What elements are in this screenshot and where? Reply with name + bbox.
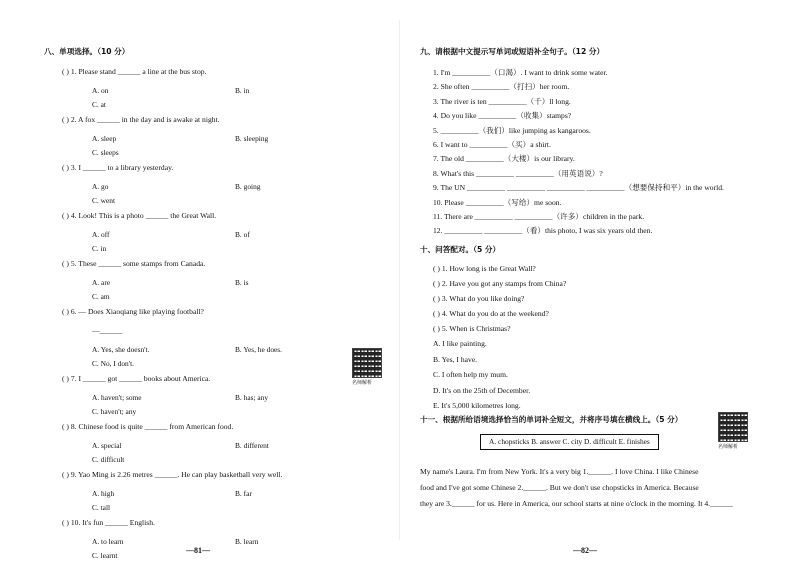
option-c: C. haven't; any: [92, 407, 137, 416]
question-stem: ( ) 6. — Does Xiaoqiang like playing football?: [62, 307, 204, 316]
question-stem: ( ) 1. Please stand ______ a line at the bus stop.: [62, 67, 207, 76]
page-number: —82—: [573, 546, 597, 555]
option-a: A. on: [92, 86, 109, 95]
option-b: B. far: [235, 489, 252, 498]
page-number: —81—: [186, 546, 210, 555]
match-answer: D. It's on the 25th of December.: [433, 385, 531, 395]
fill-in-item: 12. __________ __________（看）this photo, I was six years old then.: [433, 226, 653, 236]
option-c: C. at: [92, 100, 106, 109]
option-a: A. to learn: [92, 537, 124, 546]
option-b: B. is: [235, 278, 249, 287]
fill-in-item: 1. I'm __________（口渴）. I want to drink some water.: [433, 68, 608, 77]
qr-code-icon: [718, 412, 748, 442]
option-c: C. learnt: [92, 551, 118, 560]
section-11-heading: 十一、根据所给语境选择恰当的单词补全短文，并将序号填在横线上。（5 分）: [420, 415, 683, 424]
option-b: B. learn: [235, 537, 259, 546]
option-b: B. in: [235, 86, 250, 95]
fill-in-item: 2. She often __________（打扫）her room.: [433, 82, 570, 92]
question-stem: ( ) 10. It's fun ______ English.: [62, 518, 155, 527]
fill-in-item: 9. The UN __________ __________ __________ __________（想要保持和平）in the world.: [433, 183, 724, 193]
match-question: ( ) 2. Have you got any stamps from China?: [433, 279, 567, 288]
option-a: A. off: [92, 230, 110, 239]
qr-caption: 名师解析: [718, 444, 739, 450]
match-question: ( ) 3. What do you like doing?: [433, 294, 525, 303]
match-question: ( ) 1. How long is the Great Wall?: [433, 264, 536, 273]
right-page: [400, 0, 800, 566]
fill-in-item: 10. Please __________（写给）me soon.: [433, 197, 562, 207]
section-10-heading: 十、问答配对。（5 分）: [420, 245, 501, 254]
option-b: B. going: [235, 182, 261, 191]
match-question: ( ) 5. When is Christmas?: [433, 324, 511, 333]
question-response: —______: [92, 326, 123, 335]
option-c: C. sleeps: [92, 148, 119, 157]
fill-in-item: 3. The river is ten __________（千）ll long.: [433, 96, 571, 106]
question-stem: ( ) 7. I ______ got ______ books about America.: [62, 374, 211, 383]
match-question: ( ) 4. What do you do at the weekend?: [433, 309, 549, 318]
option-c: C. difficult: [92, 455, 125, 464]
option-c: C. in: [92, 244, 107, 253]
question-stem: ( ) 4. Look! This is a photo ______ the Great Wall.: [62, 211, 217, 220]
question-stem: ( ) 3. I ______ to a library yesterday.: [62, 163, 174, 172]
question-stem: ( ) 5. These ______ some stamps from Canada.: [62, 259, 206, 268]
passage-line: My name's Laura. I'm from New York. It's a very big 1.______. I love China. I like Chinese: [420, 467, 699, 476]
option-b: B. sleeping: [235, 134, 269, 143]
fill-in-item: 8. What's this __________ __________（用英语说）?: [433, 168, 603, 178]
question-stem: ( ) 2. A fox ______ in the day and is awake at night.: [62, 115, 220, 124]
option-b: B. different: [235, 441, 269, 450]
match-answer: B. Yes, I have.: [433, 354, 478, 364]
option-c: C. am: [92, 292, 110, 301]
option-c: C. tall: [92, 503, 111, 512]
option-c: C. No, I don't.: [92, 359, 134, 368]
option-c: C. went: [92, 196, 115, 205]
question-stem: ( ) 9. Yao Ming is 2.26 metres ______. He can play basketball very well.: [62, 470, 283, 479]
option-b: B. Yes, he does.: [235, 345, 283, 354]
match-answer: E. It's 5,000 kilometres long.: [433, 401, 521, 410]
question-stem: ( ) 8. Chinese food is quite ______ from American food.: [62, 422, 234, 431]
fill-in-item: 4. Do you like __________（收集）stamps?: [433, 111, 572, 121]
fill-in-item: 7. The old __________（大楼）is our library.: [433, 154, 575, 164]
option-a: A. go: [92, 182, 109, 191]
passage-line: food and I've got some Chinese 2.______. But we don't use chopsticks in America. Because: [420, 483, 699, 492]
passage-line: they are 3.______ for us. Here in America, our school starts at nine o'clock in the morning. It 4.______: [420, 499, 733, 508]
match-answer: C. I often help my mum.: [433, 370, 508, 379]
option-a: A. sleep: [92, 134, 117, 143]
option-b: B. of: [235, 230, 250, 239]
section-8-heading: 八、单项选择。（10 分）: [44, 47, 130, 56]
option-a: A. special: [92, 441, 122, 450]
option-a: A. Yes, she doesn't.: [92, 345, 150, 354]
fill-in-item: 11. There are __________ __________（许多）children in the park.: [433, 212, 645, 221]
word-box: A. chopsticks B. answer C. city D. difficult E. finishes: [480, 434, 659, 450]
option-a: A. are: [92, 278, 111, 287]
qr-caption: 名师解析: [352, 380, 373, 386]
fill-in-item: 5. __________（我们）like jumping as kangaroos.: [433, 125, 591, 135]
fill-in-item: 6. I want to __________（买）a shirt.: [433, 140, 551, 149]
match-answer: A. I like painting.: [433, 339, 487, 348]
qr-code-icon: [352, 348, 382, 378]
option-b: B. has; any: [235, 393, 269, 402]
option-a: A. haven't; some: [92, 393, 142, 402]
section-9-heading: 九、请根据中文提示写单词或短语补全句子。（12 分）: [420, 47, 605, 56]
option-a: A. high: [92, 489, 115, 498]
